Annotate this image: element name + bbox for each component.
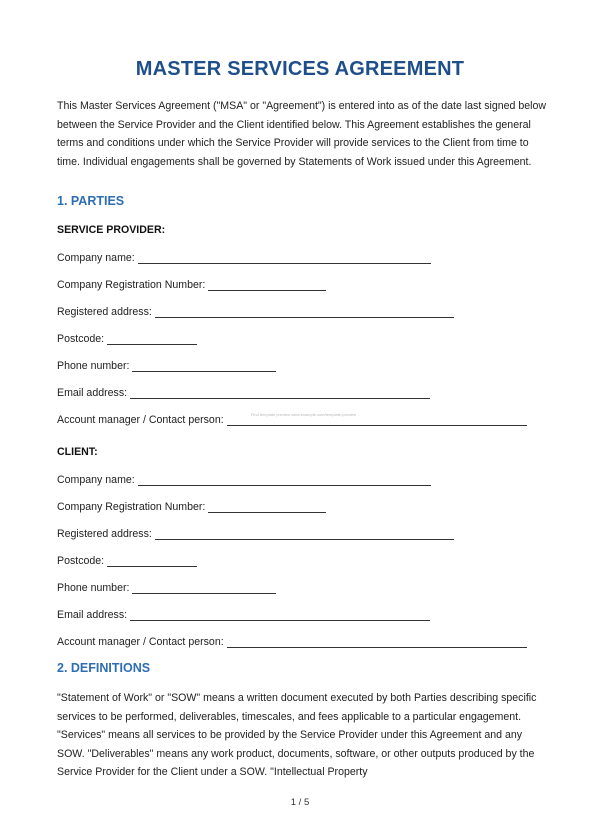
- fill-in-line[interactable]: [208, 279, 326, 291]
- field-label: Email address:: [57, 609, 128, 621]
- provider-registration-number-field: [57, 277, 326, 291]
- field-label: Company Registration Number:: [57, 501, 206, 513]
- provider-registered-address-field: [57, 304, 454, 318]
- field-label: Email address:: [57, 387, 128, 399]
- fill-in-line[interactable]: [155, 528, 454, 540]
- definitions-heading: 2. DEFINITIONS: [57, 661, 151, 675]
- client-postcode-field: [57, 553, 197, 567]
- provider-email-field: [57, 385, 430, 399]
- provider-phone-field: [57, 358, 276, 372]
- service-provider-heading: SERVICE PROVIDER:: [57, 224, 166, 236]
- field-label: Phone number:: [57, 360, 130, 372]
- provider-company-name-field: [57, 250, 431, 264]
- intro-paragraph: This Master Services Agreement ("MSA" or "Agreement") is entered into as of the date last signed below between the Service Provider and the Client identified below. This Agreement establishes the general terms and conditions under which the Service Provider will provide services to the Client from time to time. Individual engagements shall be governed by Statements of Work issued under this Agreement.: [57, 100, 547, 168]
- document-title: MASTER SERVICES AGREEMENT: [135, 58, 465, 80]
- fill-in-line[interactable]: [107, 333, 197, 345]
- fill-in-line[interactable]: [130, 387, 430, 399]
- client-registration-number-field: [57, 499, 326, 513]
- field-label: Account manager / Contact person:: [57, 636, 224, 648]
- field-label: Account manager / Contact person:: [57, 414, 224, 426]
- client-heading: CLIENT:: [57, 446, 98, 458]
- client-phone-field: [57, 580, 276, 594]
- preview-watermark: Find template preview www.example.com/template-preview: [250, 412, 357, 417]
- fill-in-line[interactable]: [132, 360, 276, 372]
- fill-in-line[interactable]: [130, 609, 430, 621]
- field-label: Registered address:: [57, 306, 152, 318]
- client-company-name-field: [57, 472, 431, 486]
- fill-in-line[interactable]: [107, 555, 197, 567]
- fill-in-line[interactable]: [227, 636, 527, 648]
- fill-in-line[interactable]: [138, 474, 431, 486]
- client-email-field: [57, 607, 430, 621]
- fill-in-line[interactable]: [208, 501, 326, 513]
- definitions-paragraph: "Statement of Work" or "SOW" means a written document executed by both Parties describing specific services to be performed, deliverables, timescales, and fees applicable to a particular engagement. "Services" means all services to be provided by the Service Provider under this Agreement and any SOW. "Deliverables" means any work product, documents, software, or other outputs produced by the Service Provider for the Client under a SOW. "Intellectual Property: [57, 692, 537, 778]
- field-label: Company name:: [57, 252, 135, 264]
- field-label: Registered address:: [57, 528, 152, 540]
- fill-in-line[interactable]: [132, 582, 276, 594]
- field-label: Phone number:: [57, 582, 130, 594]
- parties-heading: 1. PARTIES: [57, 194, 125, 208]
- client-contact-field: [57, 634, 527, 648]
- field-label: Company Registration Number:: [57, 279, 206, 291]
- provider-postcode-field: [57, 331, 197, 345]
- fill-in-line[interactable]: [155, 306, 454, 318]
- field-label: Postcode:: [57, 333, 105, 345]
- fill-in-line[interactable]: [138, 252, 431, 264]
- field-label: Postcode:: [57, 555, 105, 567]
- client-registered-address-field: [57, 526, 454, 540]
- page-number: 1 / 5: [290, 797, 310, 808]
- field-label: Company name:: [57, 474, 135, 486]
